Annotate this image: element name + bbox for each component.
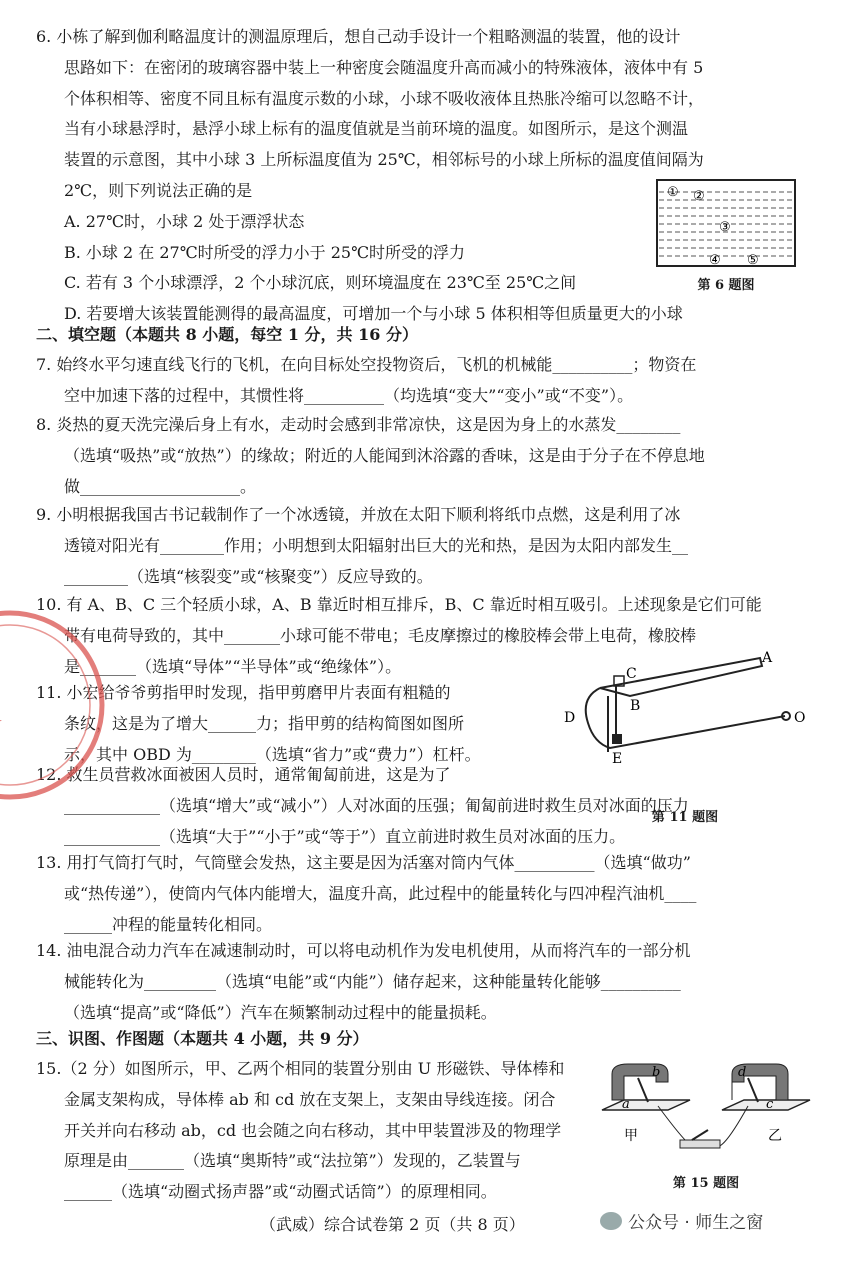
q11-line: 示，其中 OBD 为________（选填“省力”或“费力”）杠杆。: [64, 744, 481, 764]
label-b: B: [630, 698, 641, 714]
q6-option-b: B. 小球 2 在 27℃时所受的浮力小于 25℃时所受的浮力: [64, 242, 465, 262]
q6-line: 思路如下：在密闭的玻璃容器中装上一种密度会随温度升高而减小的特殊液体，液体中有 5: [64, 57, 704, 77]
q6-line: 6. 小栋了解到伽利略温度计的测温原理后，想自己动手设计一个粗略测温的装置，他的设计: [36, 27, 681, 46]
question-7: [36, 350, 816, 412]
page-footer: （武威）综合试卷第 2 页（共 8 页）: [260, 1215, 525, 1234]
q6-line: 装置的示意图，其中小球 3 上所标温度值为 25℃，相邻标号的小球上所标的温度值间隔为: [64, 150, 704, 170]
question-14: [36, 936, 816, 1028]
ball-label: ②: [693, 189, 705, 204]
q6-option-c: C. 若有 3 个小球漂浮，2 个小球沉底，则环境温度在 23℃至 25℃之间: [64, 273, 577, 293]
q15-line: 15.（2 分）如图所示，甲、乙两个相同的装置分别由 U 形磁铁、导体棒和: [36, 1059, 565, 1078]
q13-line: 或“热传递”），使筒内气体内能增大，温度升高，此过程中的能量转化与四冲程汽油机____: [64, 883, 697, 903]
q9-line: 透镜对阳光有________作用；小明想到太阳辐射出巨大的光和热，是因为太阳内部发生__: [64, 535, 689, 555]
q12-line: ____________（选填“大于”“小于”或“等于”）直立前进时救生员对冰面的压力。: [64, 826, 626, 846]
ball-label: ①: [667, 185, 679, 200]
label-a: a: [622, 1097, 630, 1112]
figure-15-caption: 第 15 题图: [672, 1176, 740, 1191]
q15-line: 开关并向右移动 ab，cd 也会随之向右移动，其中甲装置涉及的物理学: [64, 1120, 562, 1140]
q8-line: 做____________________。: [64, 476, 257, 496]
q15-line: 原理是由_______（选填“奥斯特”或“法拉第”）发现的，乙装置与: [64, 1151, 521, 1171]
q11-line: 11. 小宏给爷爷剪指甲时发现，指甲剪磨甲片表面有粗糙的: [36, 683, 451, 702]
label-a: A: [762, 650, 773, 666]
label-d: D: [564, 710, 576, 726]
watermark: [600, 1208, 763, 1233]
question-15: [36, 1054, 606, 1208]
label-e: E: [612, 751, 623, 767]
ball-label: ④: [709, 253, 721, 268]
label-d: d: [738, 1065, 747, 1080]
q14-line: 14. 油电混合动力汽车在减速制动时，可以将电动机作为发电机使用，从而将汽车的一部分机: [36, 941, 691, 960]
magnet-apparatus-diagram: [598, 1060, 814, 1168]
q14-line: 械能转化为_________（选填“电能”或“内能”）储存起来，这种能量转化能够__________: [64, 971, 681, 991]
q9-line: 9. 小明根据我国古书记载制作了一个冰透镜，并放在太阳下顺利将纸巾点燃，这是利用了冰: [36, 505, 681, 524]
question-12: [36, 760, 816, 852]
q10-line: 带有电荷导致的，其中_______小球可能不带电；毛皮摩擦过的橡胶棒会带上电荷，橡胶棒: [64, 625, 697, 645]
q8-line: 8. 炎热的夏天洗完澡后身上有水，走动时会感到非常凉快，这是因为身上的水蒸发________: [36, 415, 681, 434]
q15-line: 金属支架构成，导体棒 ab 和 cd 放在支架上，支架由导线连接。闭合: [64, 1089, 556, 1109]
section-2-heading: 二、填空题（本题共 8 小题，每空 1 分，共 16 分）: [36, 325, 418, 344]
q10-line: 10. 有 A、B、C 三个轻质小球，A、B 靠近时相互排斥，B、C 靠近时相互吸引。上述现象是它们可能: [36, 595, 762, 614]
question-8: [36, 410, 816, 502]
q12-line: 12. 救生员营救冰面被困人员时，通常匍匐前进，这是为了: [36, 765, 451, 784]
q10-line: 是_______（选填“导体”“半导体”或“绝缘体”）。: [64, 656, 402, 676]
q6-line: 当有小球悬浮时，悬浮小球上标有的温度值就是当前环境的温度。如图所示，是这个测温: [64, 119, 689, 139]
section-3-heading: 三、识图、作图题（本题共 4 小题，共 9 分）: [36, 1029, 369, 1048]
red-seal-stamp-icon: [0, 600, 110, 810]
q8-line: （选填“吸热”或“放热”）的缘故；附近的人能闻到沐浴露的香味，这是由于分子在不停息地: [64, 445, 705, 465]
q13-line: 13. 用打气筒打气时，气筒壁会发热，这主要是因为活塞对筒内气体__________（选填“做功”: [36, 853, 691, 872]
thermometer-container-diagram: [655, 178, 797, 270]
q7-line: 空中加速下落的过程中，其惯性将__________（均选填“变大”“变小”或“不变”）。: [64, 385, 634, 405]
label-b: b: [652, 1065, 661, 1080]
label-o: O: [794, 710, 806, 726]
figure-6-caption: 第 6 题图: [697, 278, 755, 293]
q6-option-d: D. 若要增大该装置能测得的最高温度，可增加一个与小球 5 体积相等但质量更大的小球: [64, 304, 683, 324]
q14-line: （选填“提高”或“降低”）汽车在频繁制动过程中的能量损耗。: [64, 1002, 497, 1022]
q6-option-a: A. 27℃时，小球 2 处于漂浮状态: [64, 211, 305, 231]
q15-line: ______（选填“动圈式扬声器”或“动圈式话筒”）的原理相同。: [64, 1182, 497, 1202]
q13-line: ______冲程的能量转化相同。: [64, 914, 273, 934]
figure-11-caption: 第 11 题图: [651, 810, 719, 825]
wechat-icon: [600, 1212, 622, 1230]
ball-label: ⑤: [747, 253, 759, 268]
q11-line: 条纹，这是为了增大______力；指甲剪的结构简图如图所: [64, 713, 465, 733]
watermark-text: 公众号 · 师生之窗: [628, 1213, 764, 1233]
question-11: [36, 678, 556, 770]
q6-line: 2℃，则下列说法正确的是: [64, 180, 253, 200]
question-13: [36, 848, 816, 940]
q12-line: ____________（选填“增大”或“减小”）人对冰面的压强；匍匐前进时救生员对冰面的压力: [64, 795, 689, 815]
figure-6: [655, 178, 797, 293]
q7-line: 7. 始终水平匀速直线飞行的飞机，在向目标处空投物资后，飞机的机械能__________；物资在: [36, 355, 697, 374]
question-9: [36, 500, 816, 592]
label-jia: 甲: [624, 1128, 638, 1144]
q9-line: ________（选填“核裂变”或“核聚变”）反应导致的。: [64, 566, 433, 586]
q6-line: 个体积相等、密度不同且标有温度示数的小球，小球不吸收液体且热胀冷缩可以忽略不计，: [64, 88, 705, 108]
label-c: c: [766, 1097, 774, 1112]
figure-15: [598, 1060, 814, 1190]
label-yi: 乙: [768, 1128, 782, 1144]
ball-label: ③: [719, 220, 731, 235]
label-c: C: [626, 666, 637, 682]
